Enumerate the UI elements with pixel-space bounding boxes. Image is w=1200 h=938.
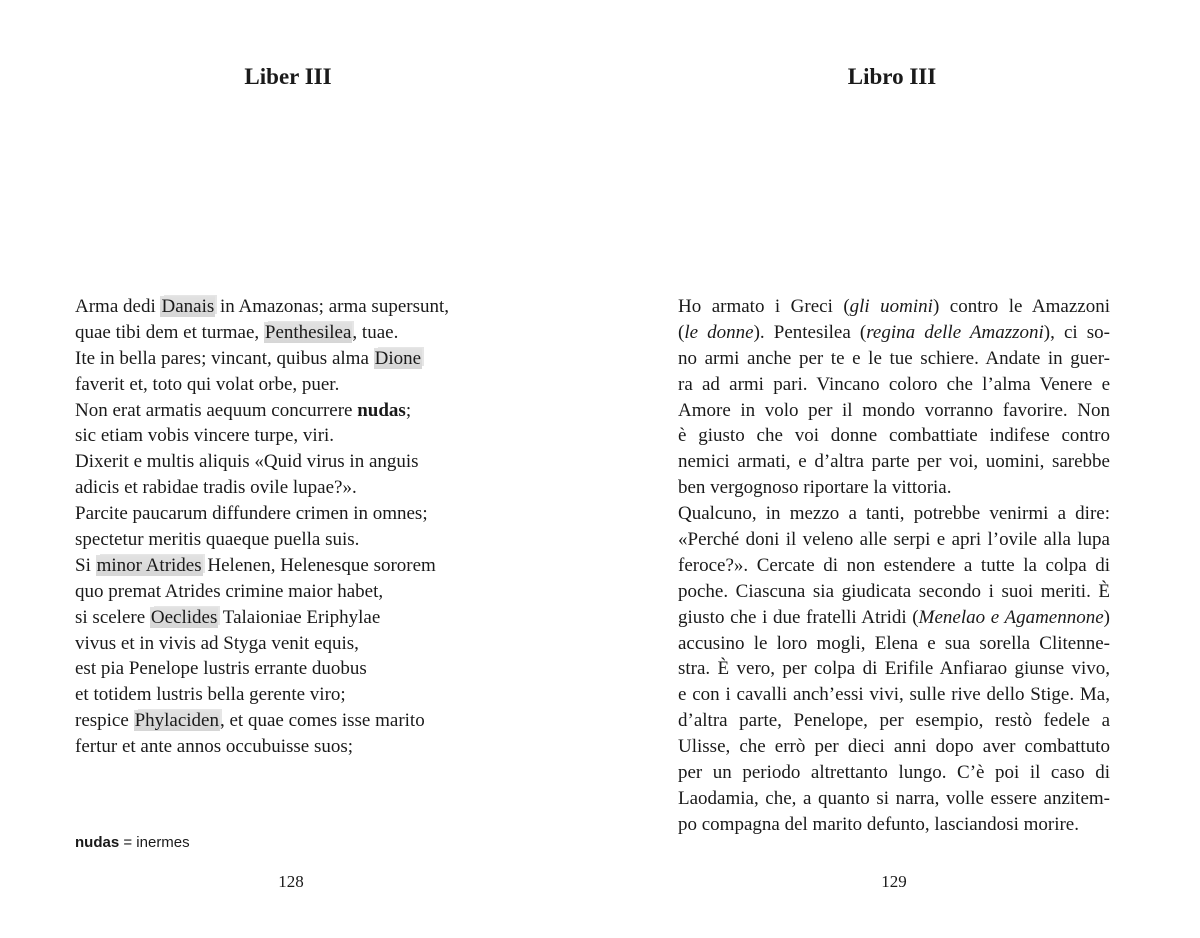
prose-line: per un periodo altrettanto lungo. C’è poi il caso di [678,762,1110,784]
prose-line: po compagna del marito defunto, lasciandosi morire. [678,813,1079,835]
italian-translation [678,294,1110,838]
verse-line: respice Phylaciden, et quae comes isse marito [75,710,425,732]
prose-line: ra ad armi pari. Vincano coloro che l’alma Venere e [678,373,1110,395]
verse-line: spectetur meritis quaeque puella suis. [75,529,360,551]
page-number-right: 129 [881,872,907,891]
page-number-left: 128 [278,872,304,891]
highlighted-word: Oeclides [150,606,218,628]
prose-line: è giusto che voi donne combattiate indifese contro [678,425,1110,447]
prose-line: nemici armati, e d’altra parte per voi, uomini, sarebbe [678,451,1110,473]
prose-line: Qualcuno, in mezzo a tanti, potrebbe venirmi a dire: [678,503,1110,525]
verse-line: vivus et in vivis ad Styga venit equis, [75,632,359,654]
verse-line: fertur et ante annos occubuisse suos; [75,736,354,758]
gloss-meaning: inermes [136,834,190,851]
verse-line: Non erat armatis aequum concurrere nudas; [75,399,412,421]
verse-line: Parcite paucarum diffundere crimen in omnes; [75,503,428,525]
verse-line: adicis et rabidae tradis ovile lupae?». [75,477,357,499]
prose-line: d’altra parte, Penelope, per esempio, restò fedele a [678,710,1110,732]
prose-line: stra. È vero, per colpa di Erifile Anfiarao giunse vivo, [678,658,1110,680]
latin-title: Liber III [244,64,332,89]
prose-line: e con i cavalli anch’essi vivi, sulle rive dello Stige. Ma, [678,684,1110,706]
prose-line: Ulisse, che errò per dieci anni dopo aver combattuto [678,736,1110,758]
prose-line: giusto che i due fratelli Atridi (Menelao e Agamennone) [678,606,1110,628]
highlighted-word: Dione [374,347,422,369]
verse-line: sic etiam vobis vincere turpe, viri. [75,425,335,447]
prose-line: «Perché doni il veleno alle serpi e apri l’ovile alla lupa [678,529,1110,551]
verse-line: Ite in bella pares; vincant, quibus alma Dione [75,347,422,369]
verse-line: est pia Penelope lustris errante duobus [75,658,367,680]
highlighted-word: Phylaciden [134,710,219,732]
glossary-note [75,834,190,851]
prose-line: Ho armato i Greci (gli uomini) contro le Amazzoni [678,296,1110,317]
prose-line: no armi anche per te e le tue schiere. Andate in guer- [678,347,1110,369]
highlighted-word: Danais [161,296,215,317]
highlighted-word: Penthesilea [264,321,352,343]
verse-line: et totidem lustris bella gerente viro; [75,684,346,706]
gloss-term: nudas [75,834,120,851]
prose-line: Laodamia, che, a quanto si narra, volle essere anzitem- [678,787,1110,809]
prose-line: accusino le loro mogli, Elena e sua sorella Clitenne- [678,632,1110,654]
italian-title: Libro III [847,64,937,89]
verse-line: quo premat Atrides crimine maior habet, [75,580,384,602]
highlighted-word: minor Atrides [96,554,202,576]
prose-line: feroce?». Cercate di non estendere a tutte la colpa di [678,554,1110,576]
prose-line: (le donne). Pentesilea (regina delle Amazzoni), ci so- [678,321,1110,343]
right-page [600,0,1200,938]
verse-line: quae tibi dem et turmae, Penthesilea, tuae. [75,321,399,343]
latin-verses [75,294,449,760]
gloss-separator: = [119,834,137,851]
glossed-word: nudas [357,399,406,421]
verse-line: si scelere Oeclides Talaioniae Eriphylae [75,606,381,628]
prose-line: poche. Ciascuna sia giudicata secondo i suoi meriti. È [678,580,1110,602]
verse-line: Dixerit e multis aliquis «Quid virus in anguis [75,451,419,473]
verse-line: faverit et, toto qui volat orbe, puer. [75,373,340,395]
prose-line: Amore in volo per il mondo vorranno favorire. Non [678,399,1110,421]
verse-line: Arma dedi Danais in Amazonas; arma supersunt, [75,296,450,317]
prose-line: ben vergognoso riportare la vittoria. [678,477,952,499]
verse-line: Si minor Atrides Helenen, Helenesque sororem [75,554,436,576]
